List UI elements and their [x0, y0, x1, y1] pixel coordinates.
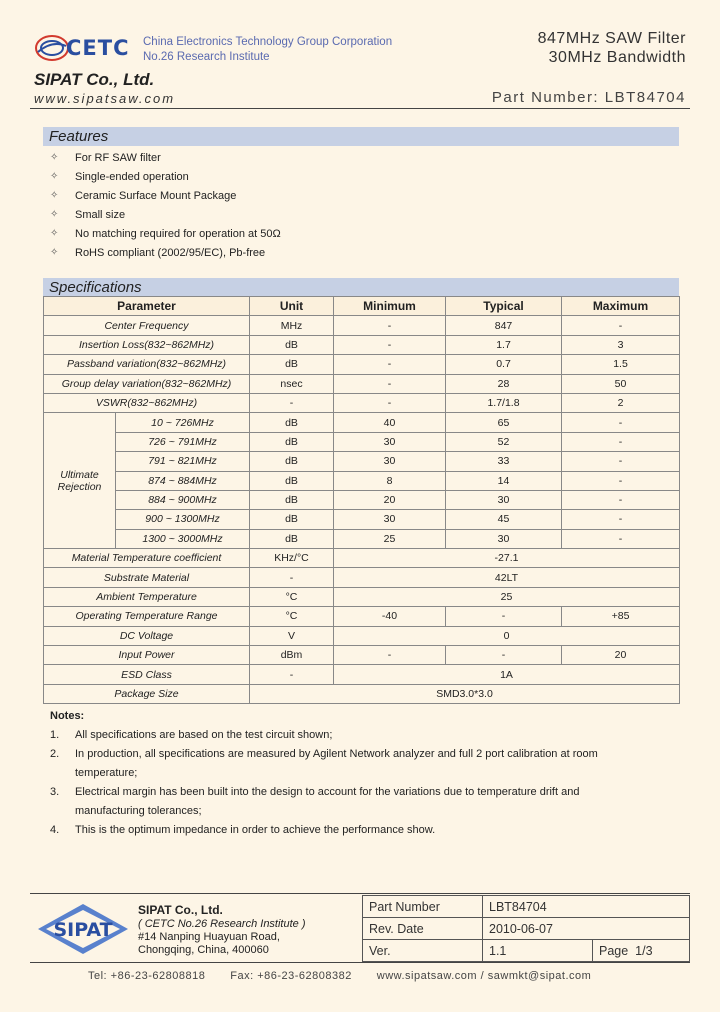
table-row: 884 ~ 900MHz dB 20 30 -	[44, 490, 680, 509]
diamond-bullet-icon: ✧	[50, 190, 59, 201]
notes-title: Notes:	[50, 710, 85, 722]
footer-contact: Tel: +86-23-62808818 Fax: +86-23-62808382 www.sipatsaw.com / sawmkt@sipat.com	[88, 970, 592, 982]
part-number: Part Number: LBT84704	[491, 89, 686, 106]
org-name-line1: China Electronics Technology Group Corporation	[143, 36, 393, 48]
table-row: Rev. Date 2010-06-07	[363, 918, 690, 940]
table-row: Part Number LBT84704	[363, 896, 690, 918]
table-row: 1300 ~ 3000MHz dB 25 30 -	[44, 529, 680, 548]
list-item: 1. All specifications are based on the test circuit shown;	[50, 729, 333, 741]
table-header-row: Parameter Unit Minimum Typical Maximum	[44, 297, 680, 316]
table-row: Input Power dBm - - 20	[44, 646, 680, 665]
list-item: 2. In production, all specifications are measured by Agilent Network analyzer and full 2 port calibration at room temperature;	[50, 748, 598, 779]
svg-text:SIPAT: SIPAT	[53, 919, 113, 941]
notes-section	[50, 707, 650, 840]
table-row: ESD Class - 1A	[44, 665, 680, 684]
table-row: Ambient Temperature °C 25	[44, 587, 680, 606]
table-row: Operating Temperature Range °C -40 - +85	[44, 607, 680, 626]
features-heading: Features	[43, 127, 679, 146]
list-item: ✧ Small size	[50, 208, 126, 221]
diamond-bullet-icon: ✧	[50, 228, 59, 239]
table-row: 791 ~ 821MHz dB 30 33 -	[44, 452, 680, 471]
list-item: ✧ For RF SAW filter	[50, 151, 161, 164]
table-row: 874 ~ 884MHz dB 8 14 -	[44, 471, 680, 490]
list-item: ✧ Ceramic Surface Mount Package	[50, 189, 237, 202]
table-row: Group delay variation(832~862MHz) nsec - 28 50	[44, 374, 680, 393]
table-row: 900 ~ 1300MHz dB 30 45 -	[44, 510, 680, 529]
features-list	[50, 148, 281, 262]
document-info-table	[362, 895, 690, 962]
list-item: ✧ No matching required for operation at 50Ω	[50, 227, 281, 240]
footer-contact-links[interactable]: www.sipatsaw.com / sawmkt@sipat.com	[376, 970, 592, 982]
table-row: VSWR(832~862MHz) - - 1.7/1.8 2	[44, 393, 680, 412]
table-row: Ver. 1.1 Page 1/3	[363, 940, 690, 962]
cetc-logo-text: CETC	[66, 36, 130, 60]
product-title: 847MHz SAW Filter	[537, 30, 686, 47]
footer-institute: ( CETC No.26 Research Institute )	[138, 918, 306, 930]
table-row: Passband variation(832~862MHz) dB - 0.7 1.5	[44, 355, 680, 374]
list-item: ✧ RoHS compliant (2002/95/EC), Pb-free	[50, 246, 266, 259]
list-item: 4. This is the optimum impedance in order to achieve the performance show.	[50, 824, 436, 836]
company-name: SIPAT Co., Ltd.	[34, 70, 155, 89]
specifications-table	[43, 296, 680, 704]
table-row: DC Voltage V 0	[44, 626, 680, 645]
diamond-bullet-icon: ✧	[50, 247, 59, 258]
table-row: Center Frequency MHz - 847 -	[44, 316, 680, 335]
org-name-line2: No.26 Research Institute	[143, 51, 270, 63]
diamond-bullet-icon: ✧	[50, 209, 59, 220]
header-divider	[30, 108, 690, 109]
table-row: Material Temperature coefficient KHz/°C -27.1	[44, 549, 680, 568]
list-item: ✧ Single-ended operation	[50, 170, 189, 183]
footer-address-line2: Chongqing, China, 400060	[138, 944, 269, 956]
rejection-label: Ultimate Rejection	[44, 413, 116, 549]
product-subtitle: 30MHz Bandwidth	[548, 49, 686, 66]
footer-company: SIPAT Co., Ltd.	[138, 903, 223, 917]
diamond-bullet-icon: ✧	[50, 152, 59, 163]
specifications-heading: Specifications	[43, 278, 679, 297]
table-row: Package Size SMD3.0*3.0	[44, 684, 680, 703]
table-row: Insertion Loss(832~862MHz) dB - 1.7 3	[44, 335, 680, 354]
table-row: 726 ~ 791MHz dB 30 52 -	[44, 432, 680, 451]
list-item: 3. Electrical margin has been built into the design to account for the variations due to temperature drift and manufacturing tolerances;	[50, 786, 580, 817]
footer-address-line1: #14 Nanping Huayuan Road,	[138, 931, 280, 943]
sipat-logo	[36, 902, 130, 956]
diamond-bullet-icon: ✧	[50, 171, 59, 182]
website-link[interactable]: www.sipatsaw.com	[34, 91, 176, 106]
table-row: Ultimate Rejection 10 ~ 726MHz dB 40 65 -	[44, 413, 680, 432]
table-row: Substrate Material - 42LT	[44, 568, 680, 587]
